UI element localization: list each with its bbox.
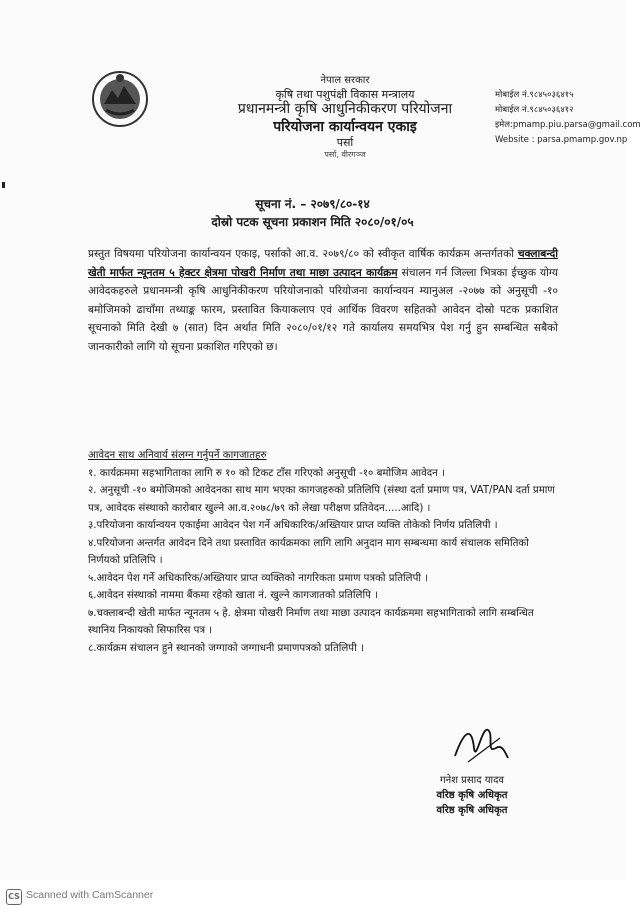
document-item: ६.आवेदन संस्थाको नाममा बैंकमा रहेको खाता नं. खुल्ने कागजातको प्रतिलिपि । (88, 590, 378, 601)
document-item: ३.परियोजना कार्यान्वयन एकाईमा आवेदन पेश गर्ने अधिकारिक/अख्तियार प्राप्त व्यक्ति तोकेको निर्णय प्रतिलिपी । (88, 520, 498, 531)
ministry-name: कृषि तथा पशुपंक्षी विकास मन्त्रालय (275, 87, 415, 101)
camscanner-text: Scanned with CamScanner (26, 889, 154, 901)
mobile-1: मोबाईल नं.९८४५०३६४१५ (495, 90, 574, 100)
office-location: पर्सा, वीरगञ्ज (324, 150, 366, 159)
mobile-2: मोबाईल नं.९८४५०३६४१२ (495, 104, 574, 115)
document-item: ४.परियोजना अन्तर्गत आवेदन दिने तथा प्रस्तावित कार्यक्रमका लागि लागि अनुदान माग सम्बन्धमा कार्य संचालक समितिको निर्णयको प्रतिलिपि । (88, 537, 529, 566)
stamp-title: वरिष्ठ कृषि अधिकृत (436, 805, 508, 816)
handwritten-signature (450, 718, 510, 768)
project-name: प्रधानमन्त्री कृषि आधुनिकीकरण परियोजना (237, 101, 453, 118)
camscanner-logo-icon: CS (6, 889, 22, 905)
letterhead (200, 75, 490, 160)
unit-name: परियोजना कार्यान्वयन एकाइ (273, 118, 417, 135)
website: Website : parsa.pmamp.gov.np (495, 134, 628, 145)
document-item: ८.कार्यक्रम संचालन हुने स्थानको जग्गाको जग्गाधनी प्रमाणपत्रको प्रतिलिपी । (88, 642, 364, 654)
government-name: नेपाल सरकार (320, 75, 370, 86)
document-item: २. अनुसूची -१० बमोजिमको आवेदनका साथ माग भएका कागजहरुको प्रतिलिपि (संस्था दर्ता प्रमाण पत्र, VAT/PAN दर्ता प्रमाण पत्र, आवेदक संस्थाको कारोबार खुल्ने आ.व.२०७८/७९ को लेखा परीक्षण प्रतिवेदन.....आदि) । (88, 485, 555, 514)
nepal-emblem-icon (90, 68, 150, 130)
scan-mark (2, 182, 5, 188)
document-item: ७.चक्लाबन्दी खेती मार्फत न्यूनतम ५ हे. क्षेत्रमा पोखरी निर्माण तथा माछा उत्पादन कार्यक्रममा सहभागिताको लागि सम्बन्धित स्थानिय निकायको सिफारिस पत्र । (88, 607, 534, 636)
contact-info (495, 88, 641, 148)
email: इमेल:pmamp.piu.parsa@gmail.com (495, 119, 641, 130)
document-item: ५.आवेदन पेश गर्ने अधिकारिक/अख्तियार प्राप्त व्यक्तिको नागरिकता प्रमाण पत्रको प्रतिलिपी । (88, 572, 429, 584)
signatory-title: वरिष्ठ कृषि अधिकृत (436, 790, 508, 801)
publication-date: दोस्रो पटक सूचना प्रकाशन मिति २०८०/०१/०५ (211, 215, 414, 229)
required-documents (88, 447, 563, 657)
signatory-name: गनेश प्रसाद यादव (440, 775, 504, 786)
document-item: १. कार्यक्रममा सहभागिताका लागि रु १० को टिकट टाँस गरिएको अनुसूची -१० बमोजिम आवेदन । (88, 467, 445, 479)
body-part-2: संचालन गर्न जिल्ला भित्रका ईच्छुक योग्य आवेदकहरुले प्रधानमन्त्री कृषि आधुनिकीकरण परियोजनाको परियोजना कार्यान्वयन म्यानुअल -२०७७ को अनुसूची -१० बमोजिमको ढाचाँमा तथ्याङ्क फारम, प्रस्तावित कियाकलाप एवं आर्थिक विवरण सहितको आवेदन दोस्रो पटक प्रकाशित सूचनाको मिति देखी ७ (सात) दिन अर्थात मिति २०८०/०१/१२ गते कार्यालय समयभित्र पेश गर्नु हुन सम्बन्धित सबैको जानकारीको लागि यो सूचना प्रकाशित गरिएको छ। (88, 266, 558, 353)
body-part-1: प्रस्तुत विषयमा परियोजना कार्यान्वयन एकाइ, पर्साको आ.व. २०७९/८० को स्वीकृत वार्षिक कार्यक्रम अन्तर्गतको (88, 248, 518, 260)
notice-body (88, 245, 558, 356)
signature-block (402, 773, 542, 818)
district-name: पर्सा (336, 136, 354, 150)
documents-title: आवेदन साथ अनिवार्य संलग्न गर्नुपर्ने कागजातहरु (88, 450, 267, 461)
program-name: चक्लाबन्दी खेती मार्फत न्यूनतम ५ हेक्टर क्षेत्रमा पोखरी निर्माण तथा माछा उत्पादन कार्यक्रम (88, 248, 558, 279)
notice-heading (0, 195, 625, 231)
notice-number: सूचना नं. – २०७९/८०-१४ (255, 197, 370, 211)
